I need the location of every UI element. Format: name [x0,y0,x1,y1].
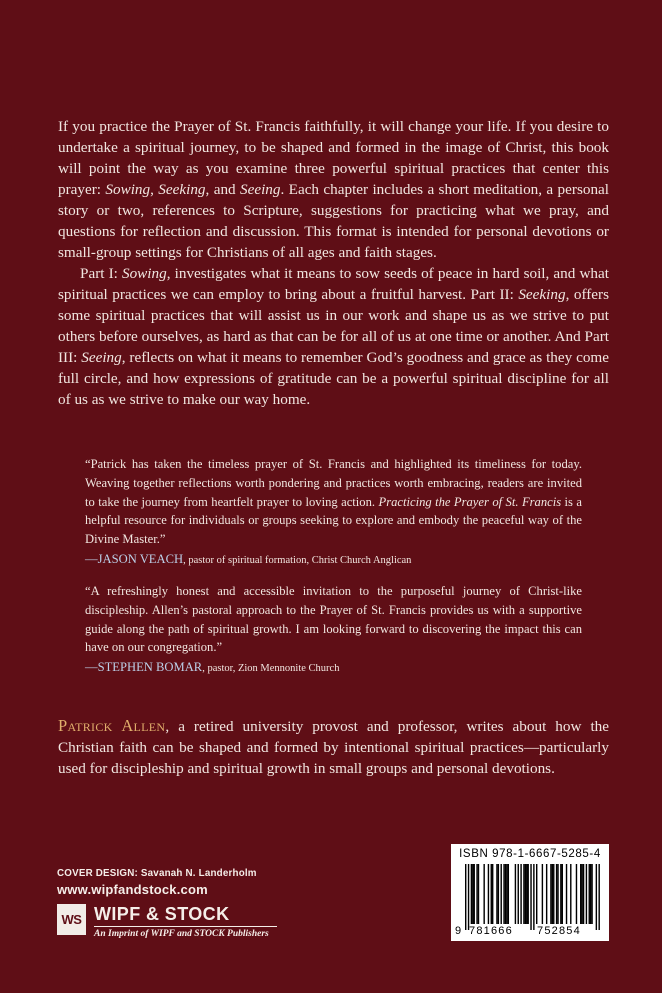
publisher-divider [94,926,277,927]
barcode-bar [474,864,475,924]
barcode-digit-prefix: 9 [455,925,463,937]
barcode-bar [586,864,587,924]
text-run: , reflects on what it means to remember God’s goodness and grace as they come full circle, and how expressions of gratitude can be a powerful spiritual discipline for all of us as we strive to make our way home. [58,349,609,408]
author-bio [58,715,609,779]
barcode-bar [525,864,526,924]
barcode-bar [566,864,567,924]
barcode-bar [498,864,499,924]
endorsement-text [85,582,582,657]
endorser-name: —STEPHEN BOMAR [85,660,203,675]
text-run: , investigates what it means to sow seeds of peace in hard soil, and what spiritual practices we can employ to bring about a fruitful harvest. Part II: [58,265,609,303]
barcode-bar [598,864,599,930]
ws-logo-icon: WS [57,904,86,935]
text-run: is a helpful resource for individuals or groups seeking to explore and embody the peaceful way of the Divine Master.” [85,494,582,547]
barcode-digits-right: 752854 [537,925,581,937]
text-run: Part I: [80,265,122,282]
barcode-bar [472,864,473,924]
barcode-bar [488,864,489,924]
barcode-bar [580,864,581,924]
barcode-bar [553,864,554,924]
endorsement [85,582,582,678]
barcode-bar [478,864,479,924]
barcode-bar [468,864,469,930]
author-bio-text: , a retired university provost and professor, writes about how the Christian faith can be shaped and formed by intentional spiritual practices—particularly used for discipleship and spiritual growth in small groups and personal devotions. [58,718,609,777]
barcode-bar [583,864,584,924]
text-run: “Patrick has taken the timeless prayer of St. Francis and highlighted its timeliness for today. Weaving together reflections worth pondering and practices worth embracing, readers are invited to take the journey from heartfelt prayer to loving action. [85,457,582,509]
italic-title-text: Seeking [158,181,206,198]
barcode-bar [542,864,543,924]
barcode-bar [557,864,558,924]
endorsement [85,455,582,570]
barcode-bar [515,864,516,924]
text-run: , offers some spiritual practices that will assist us in our work and shape us as we strive to put others before ourselves, as hard as that can be for all of us at one time or another. And Part III: [58,286,609,366]
barcode-bar [523,864,524,924]
barcode-bar [560,864,561,924]
barcode-bar [471,864,472,924]
author-name: Patrick Allen [58,716,166,735]
endorser-role: , pastor, Zion Mennonite Church [202,663,340,675]
text-run: “A refreshingly honest and accessible invitation to the purposeful journey of Christ-like discipleship. Allen’s pastoral approach to the Prayer of St. Francis provides us with a supportive guide along the path of spiritual growth. I am looking forward to discovering the impact this can have on our congregation.” [85,584,582,655]
barcode-bar [491,864,492,924]
endorsement-attribution [85,658,582,678]
italic-title-text: Sowing [121,265,167,282]
barcode-bar [546,864,547,924]
publisher-tagline: An Imprint of WIPF and STOCK Publishers [94,929,269,939]
barcode-bar [501,864,502,924]
text-run: , and [205,181,241,198]
barcode-bar [533,864,534,930]
endorser-role: , pastor of spiritual formation, Christ Church Anglican [183,554,412,566]
barcode-bar [520,864,521,924]
text-run: , [150,181,159,198]
isbn-label: ISBN 978-1-6667-5285-4 [459,848,601,860]
barcode-bar [505,864,506,924]
italic-title-text: Seeing [240,181,281,198]
barcode-bar [503,864,504,924]
endorsement-text [85,455,582,549]
italic-title-text: Seeing [81,349,122,366]
barcode-bar [483,864,484,924]
italic-title-text: Sowing [105,181,151,198]
barcode-bar [526,864,527,924]
isbn-barcode [451,844,609,941]
barcode-bar [581,864,582,924]
barcode-bar [590,864,591,924]
text-run: . Each chapter includes a short meditation, a personal story or two, references to Scripture, suggestions for practicing what we pray, and questions for reflection and discussion. This format is intended for personal devotions or small-group settings for Christians of all ages and faith stages. [58,181,609,261]
book-description [58,116,609,410]
barcode-bar [589,864,590,924]
publisher-logo [57,903,287,943]
barcode-bar [552,864,553,924]
publisher-website: www.wipfandstock.com [57,882,208,897]
cover-credits [57,867,257,899]
description-paragraph [58,263,609,410]
publisher-name: WIPF & STOCK [94,904,230,924]
barcode-bar [536,864,537,924]
barcode-bar [465,864,466,930]
barcode-bar [550,864,551,924]
barcode-bar [527,864,528,924]
barcode-bar [476,864,477,924]
barcode-bar [591,864,592,924]
description-paragraph [58,116,609,263]
barcode-digits-left: 781666 [469,925,513,937]
text-run: If you practice the Prayer of St. Francis faithfully, it will change your life. If you desire to undertake a spiritual journey, to be shaped and formed in the image of Christ, this book will point the way as you examine three powerful spiritual practices that center this prayer: [58,118,609,198]
barcode-bar [508,864,509,924]
cover-design-credit: COVER DESIGN: Savanah N. Landerholm [57,868,257,879]
barcode-bar [570,864,571,924]
barcode-bar [506,864,507,924]
barcode-bar [556,864,557,924]
endorsement-attribution [85,550,582,570]
italic-title-text: Seeking [518,286,566,303]
endorser-name: —JASON VEACH [85,551,184,566]
barcode-bar [492,864,493,924]
barcode-bar [518,864,519,924]
barcode-bar [530,864,531,930]
barcode-bar [596,864,597,930]
barcode-bar [496,864,497,924]
italic-title-text: Practicing the Prayer of St. Francis [378,494,562,509]
barcode-bar [576,864,577,924]
barcode-bar [562,864,563,924]
